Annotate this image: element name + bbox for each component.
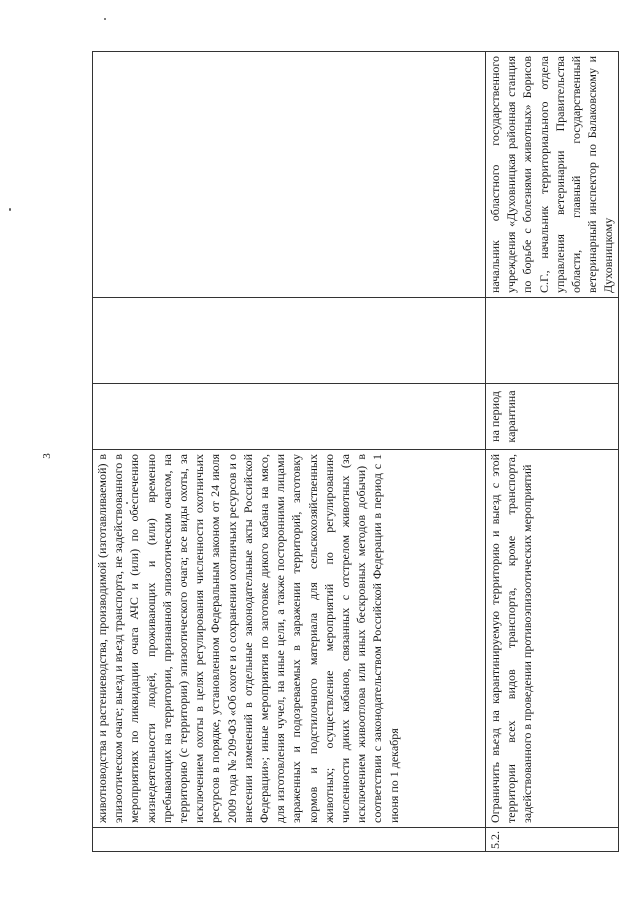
measures-table <box>92 51 619 852</box>
rotated-page-content <box>92 52 616 852</box>
measure-text: Ограничить въезд на карантинируемую территорию и выезд с этой территории всех видов транспорта, кроме транспорта, задействованного в проведении противоэпизоотических мероприятий <box>486 450 619 828</box>
term-cell: на период карантина <box>486 384 619 450</box>
row-number <box>93 828 486 852</box>
table-row <box>93 52 486 852</box>
table-row <box>486 52 619 852</box>
term-cell <box>93 384 486 450</box>
responsible-cell <box>93 52 486 298</box>
scan-speck <box>104 18 106 20</box>
responsible-cell: начальник областного государственного учреждения «Духовницкая районная станция по борьбе с болезнями животных» Борисов С.Г., начальник территориального отдела управления ветеринарии Правительства области, главный государственный ветеринарный инспектор по Балаковскому и Духовницкому <box>486 52 619 298</box>
blank-cell <box>93 298 486 384</box>
page-number: 3 <box>40 453 53 459</box>
row-number: 5.2. <box>486 828 619 852</box>
blank-cell <box>486 298 619 384</box>
measure-text: животноводства и растениеводства, производимой (изготавливаемой) в эпизоотическом очаге; выезд и въезд транспорта, не задействованного в мероприятиях по ликвидации очага АЧС и (или) по обеспечению жизнедеятельности людей, проживающих и (или) временно пребывающих на территории, признанной эпизоотическим очагом, на территорию (с территории) эпизоотического очага; все виды охоты, за исключением охоты в целях регулирования численности охотничьих ресурсов в порядке, установленном Федеральным законом от 24 июля 2009 года № 209-ФЗ «Об охоте и о сохранении охотничьих ресурсов и о внесении изменений в отдельные законодательные акты Российской Федерации»; иные мероприятия по заготовке дикого кабана на мясо, для изготовления чучел, на иные цели, а также посторонними лицами зараженных и подозреваемых в заражении территорий, заготовку кормов и подстилочного материала для сельскохозяйственных животных; осуществление мероприятий по регулированию численности диких кабанов, связанных с отстрелом животных (за исключением живоотлова или иных бескровных методов добычи) в соответствии с законодательством Российской Федерации в период с 1 июня по 1 декабря <box>93 450 486 828</box>
scan-speck <box>9 208 11 211</box>
